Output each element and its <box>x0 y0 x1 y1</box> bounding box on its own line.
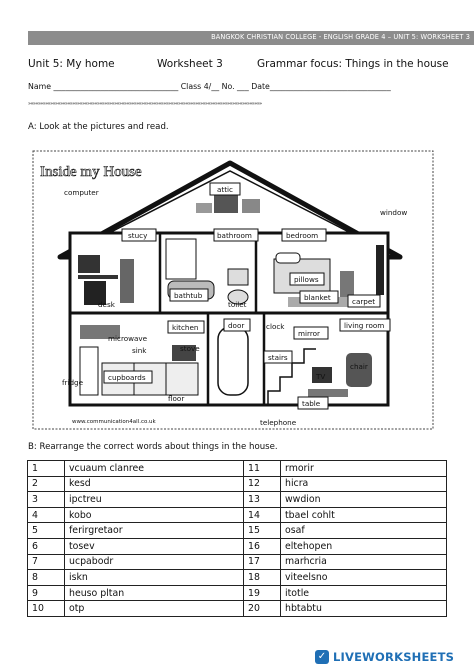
divider-line: »»»»»»»»»»»»»»»»»»»»»»»»»»»»»»»»»»»»»»»»»»»»»»»»»»»»»»»»»»»»»»»»»»»»»»»»»»»»»»»»»»»»»»»»»»»»»»» <box>28 101 262 107</box>
label-floor: floor <box>168 394 185 403</box>
label-blanket: blanket <box>304 293 331 302</box>
label-microwave: microwave <box>108 334 148 343</box>
header-band-text: BANGKOK CHRISTIAN COLLEGE - ENGLISH GRADE 4 – UNIT 5: WORKSHEET 3 <box>211 33 470 41</box>
label-cupboards: cupboards <box>108 373 146 382</box>
table-row: 10 otp 20 hbtabtu <box>28 601 447 617</box>
liveworksheets-logo-icon: ✓ <box>315 650 329 664</box>
label-chair: chair <box>350 362 368 371</box>
worksheet-title: Worksheet 3 <box>157 58 223 70</box>
section-b-heading: B: Rearrange the correct words about things in the house. <box>28 442 278 452</box>
house-picture <box>28 141 448 435</box>
table-row: 1 vcuaum clanree 11 rmorir <box>28 461 447 477</box>
class-label: Class 4/__ <box>180 82 220 91</box>
table-row: 5 ferirgretaor 15 osaf <box>28 523 447 539</box>
label-telephone: telephone <box>260 418 297 427</box>
footer-brand[interactable] <box>315 650 454 664</box>
table-row: 7 ucpabodr 17 marhcria <box>28 554 447 570</box>
table-row: 4 kobo 14 tbael cohlt <box>28 507 447 523</box>
table-row: 2 kesd 12 hicra <box>28 476 447 492</box>
section-a-heading: A: Look at the pictures and read. <box>28 122 169 132</box>
no-label: No. ___ <box>221 82 249 91</box>
label-window: window <box>380 208 408 217</box>
label-bedroom: bedroom <box>286 231 319 240</box>
label-stove: stove <box>180 344 200 353</box>
label-stucy: stucy <box>128 231 148 240</box>
label-mirror: mirror <box>298 329 320 338</box>
word-table <box>27 460 447 617</box>
label-stairs: stairs <box>268 353 288 362</box>
label-bathroom: bathroom <box>217 231 252 240</box>
label-bathtub: bathtub <box>174 291 203 300</box>
label-kitchen: kitchen <box>172 323 199 332</box>
label-fridge: fridge <box>62 378 84 387</box>
name-label: Name <box>28 82 52 91</box>
label-pillows: pillows <box>294 275 319 284</box>
table-row: 8 iskn 18 viteelsno <box>28 570 447 586</box>
unit-title: Unit 5: My home <box>28 58 115 70</box>
label-desk: desk <box>98 300 115 309</box>
label-clock: clock <box>266 322 285 331</box>
label-table: table <box>302 399 321 408</box>
date-label: Date <box>251 82 270 91</box>
header-band <box>28 31 474 45</box>
picture-credit: www.communication4all.co.uk <box>72 419 156 425</box>
label-sink: sink <box>132 346 147 355</box>
label-computer: computer <box>64 188 99 197</box>
table-row: 3 ipctreu 13 wwdion <box>28 492 447 508</box>
label-toilet: toilet <box>228 300 247 309</box>
label-carpet: carpet <box>352 297 376 306</box>
table-row: 6 tosev 16 eltehopen <box>28 538 447 554</box>
label-tv: TV <box>316 372 326 381</box>
grammar-focus: Grammar focus: Things in the house <box>257 58 449 70</box>
picture-title: Inside my House <box>40 164 142 180</box>
label-attic: attic <box>217 185 233 194</box>
footer-brand-text: LIVEWORKSHEETS <box>333 650 455 664</box>
name-row: Name ________________________________ Class 4/__ No. ___ Date_______________________________ <box>28 82 391 91</box>
label-living-room: living room <box>344 321 385 330</box>
table-row: 9 heuso pltan 19 itotle <box>28 585 447 601</box>
label-door: door <box>228 321 245 330</box>
